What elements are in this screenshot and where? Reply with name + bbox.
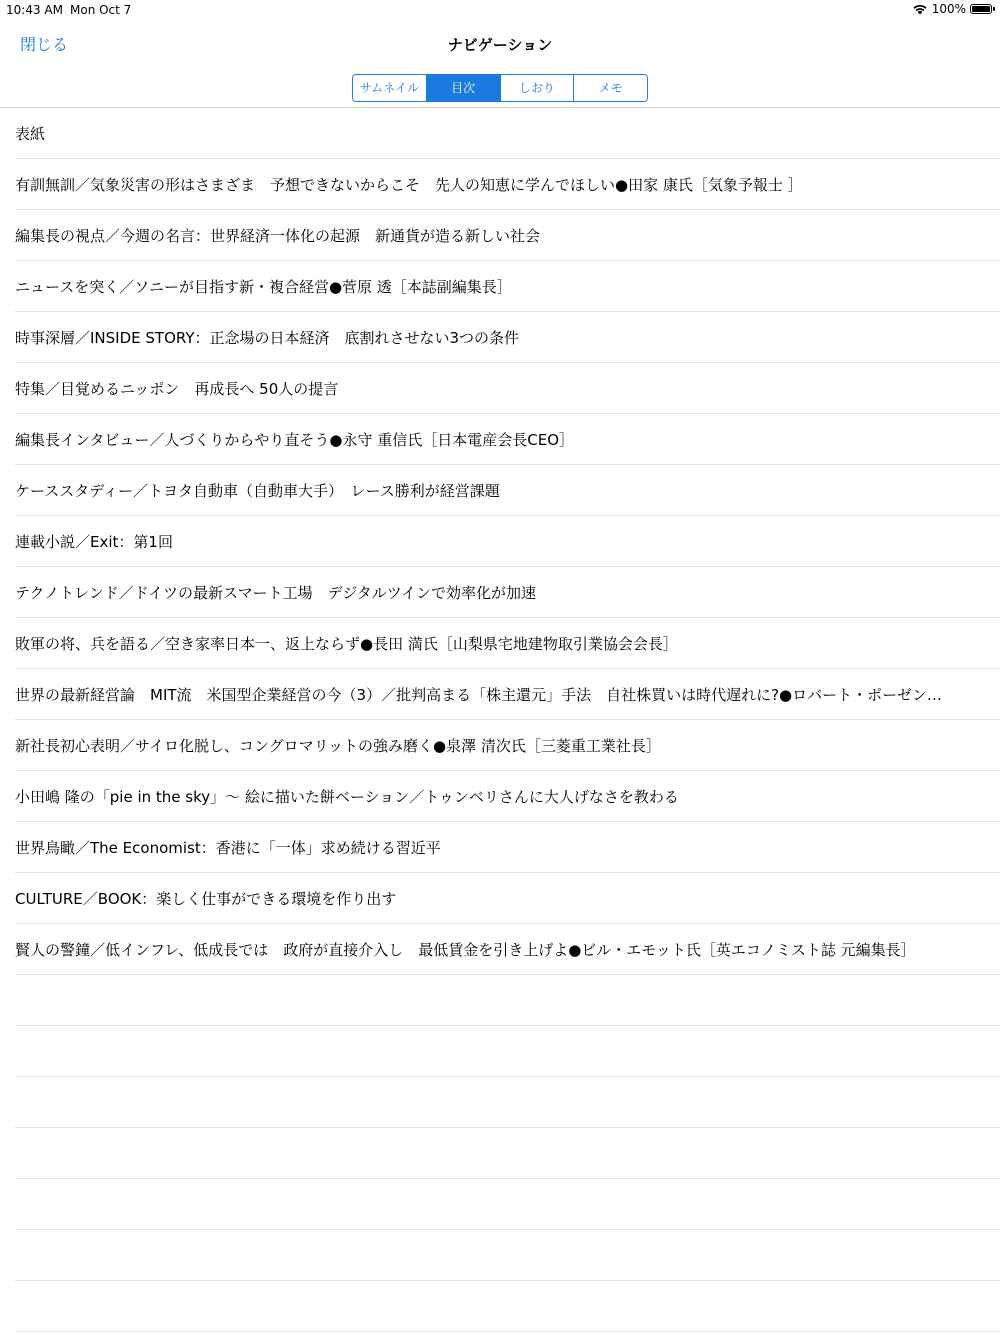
toc-row[interactable] [15,312,1000,363]
toc-row-label: テクノトレンド／ドイツの最新スマート工場 デジタルツインで効率化が加速 [15,583,537,602]
toc-list [0,108,1000,1332]
toc-row-label: 新社長初心表明／サイロ化脱し、コングロマリットの強み磨く●泉澤 清次氏［三菱重工業社長］ [15,736,661,755]
toc-row-label: 賢人の警鐘／低インフレ、低成長では 政府が直接介入し 最低賃金を引き上げよ●ビル・エモット氏［英エコノミスト誌 元編集長］ [15,940,916,959]
toc-row[interactable] [15,108,1000,159]
toc-row[interactable] [15,261,1000,312]
toc-row-label: 編集長インタビュー／人づくりからやり直そう●永守 重信氏［日本電産会長CEO］ [15,430,575,449]
toc-row[interactable] [15,720,1000,771]
toc-row-label: 世界鳥瞰／The Economist：香港に「一体」求め続ける習近平 [15,838,441,857]
empty-row [15,1026,1000,1077]
toc-row-label: 時事深層／INSIDE STORY：正念場の日本経済 底割れさせない3つの条件 [15,328,520,347]
battery-fill [972,6,990,12]
toc-row[interactable] [15,159,1000,210]
toc-row-label: 連載小説／Exit：第1回 [15,532,173,551]
toc-row-label: ケーススタディー／トヨタ自動車（自動車大手） レース勝利が経営課題 [15,481,500,500]
toc-row[interactable] [15,669,1000,720]
empty-row [15,1230,1000,1281]
wifi-icon [912,3,928,15]
toc-row[interactable] [15,822,1000,873]
status-date: Mon Oct 7 [70,3,132,17]
segmented-control [352,74,648,102]
status-right [912,2,992,16]
battery-percent: 100% [931,2,966,16]
battery-icon [970,4,992,14]
toc-row-label: 特集／目覚めるニッポン 再成長へ 50人の提言 [15,379,339,398]
tab-thumbnails[interactable]: サムネイル [353,75,427,101]
empty-row [15,1128,1000,1179]
toc-row[interactable] [15,210,1000,261]
toc-row-label: ニュースを突く／ソニーが目指す新・複合経営●菅原 透［本誌副編集長］ [15,277,512,296]
toc-row[interactable] [15,465,1000,516]
empty-row [15,1179,1000,1230]
toc-row[interactable] [15,414,1000,465]
toc-row[interactable] [15,567,1000,618]
empty-row [15,975,1000,1026]
toc-row-label: 世界の最新経営論 MIT流 米国型企業経営の今（3）／批判高まる「株主還元」手法 自社株買いは時代遅れに?●ロバート・ポーゼン… [15,685,942,704]
toc-row-label: 編集長の視点／今週の名言：世界経済一体化の起源 新通貨が造る新しい社会 [15,226,541,245]
battery-tip [993,7,995,11]
page-title: ナビゲーション [447,36,553,54]
toc-row-label: 有訓無訓／気象災害の形はさまざま 予想できないからこそ 先人の知恵に学んでほしい●田家 康氏［気象予報士 ］ [15,175,803,194]
navigation-bar [0,20,1000,108]
empty-row [15,1077,1000,1128]
toc-row-label: 敗軍の将、兵を語る／空き家率日本一、返上ならず●長田 満氏［山梨県宅地建物取引業協会会長］ [15,634,678,653]
toc-row-label: 小田嶋 隆の「pie in the sky」〜 絵に描いた餅ベーション／トゥンベリさんに大人げなさを教わる [15,787,679,806]
toc-row[interactable] [15,873,1000,924]
empty-row [15,1281,1000,1332]
tab-memo[interactable]: メモ [574,75,647,101]
status-bar [0,0,1000,20]
tab-bookmarks[interactable]: しおり [501,75,575,101]
status-time: 10:43 AM [6,3,63,17]
toc-row[interactable] [15,924,1000,975]
toc-row[interactable] [15,363,1000,414]
toc-row[interactable] [15,771,1000,822]
toc-row-label: 表紙 [15,124,46,143]
tab-toc[interactable]: 目次 [427,75,501,101]
toc-row[interactable] [15,516,1000,567]
toc-row[interactable] [15,618,1000,669]
close-button[interactable]: 閉じる [20,32,68,55]
toc-row-label: CULTURE／BOOK：楽しく仕事ができる環境を作り出す [15,889,397,908]
